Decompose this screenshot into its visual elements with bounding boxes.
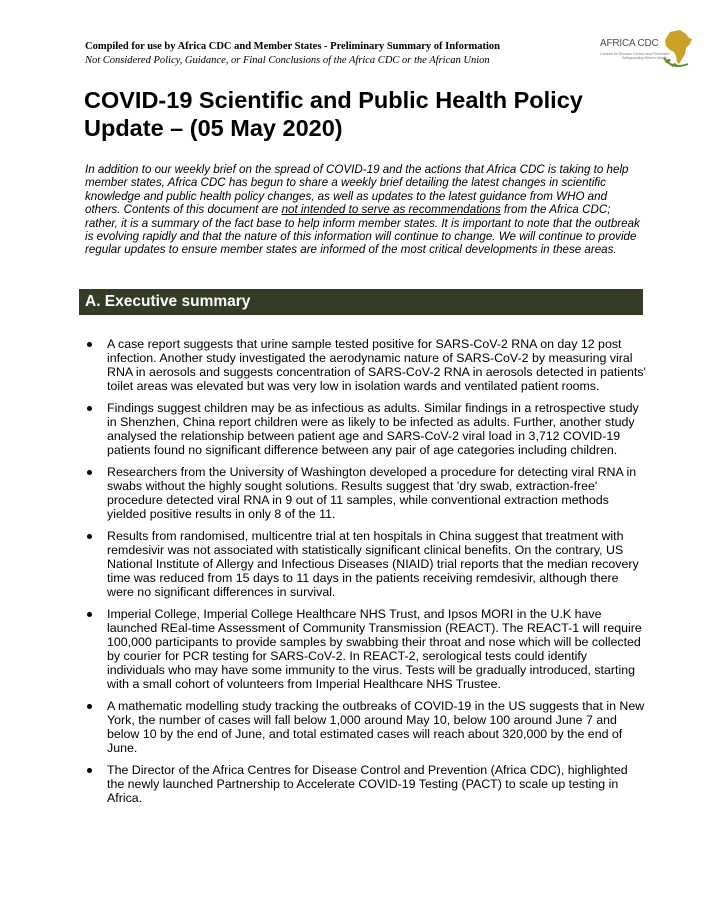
bullet-icon [87,612,92,617]
header-compiled-note: Compiled for use by Africa CDC and Member States - Preliminary Summary of Information [85,41,501,52]
section-title: A. Executive summary [85,293,251,310]
list-item-text: Researchers from the University of Washington developed a procedure for detecting viral RNA in swabs without the highly sought solutions. Results suggest that 'dry swab, extraction-free' procedure detected viral RNA in 9 out of 11 samples, while conventional extraction methods yielded positive results in only 8 of the 11. [107,465,637,521]
africa-map-icon [662,28,696,72]
list-item-text: Findings suggest children may be as infectious as adults. Similar findings in a retrospective study in Shenzhen, China report children were as likely to be infected as adults. Further, another study analysed the relationship between patient age and SARS-CoV-2 viral load in 3,712 COVID-19 patients found no significant difference between any pair of age categories including children. [107,401,639,457]
bullet-icon [87,704,92,709]
africa-cdc-logo [600,28,695,72]
list-item-text: The Director of the Africa Centres for Disease Control and Prevention (Africa CDC), highlighted the newly launched Partnership to Accelerate COVID-19 Testing (PACT) to scale up testing in Africa. [107,763,628,805]
list-item-text: A mathematic modelling study tracking the outbreaks of COVID-19 in the US suggests that in New York, the number of cases will fall below 1,000 around May 10, below 100 around June 7 and below 10 by the end of June, and total estimated cases will reach about 320,000 by the end of June. [107,699,645,755]
list-item-text: Imperial College, Imperial College Healthcare NHS Trust, and Ipsos MORI in the U.K have launched REal-time Assessment of Community Transmission (REACT). The REACT-1 will require 100,000 participants to provide samples by swabbing their throat and nose which will be collected by courier for PCR testing for SARS-CoV-2. In REACT-2, serological tests could identify individuals who may have some immunity to the virus. Tests will be gradually introduced, starting with a small cohort of volunteers from Imperial Healthcare NHS Trustee. [107,607,642,691]
logo-tagline: Safeguarding Africa's Health [622,56,668,60]
intro-paragraph [85,163,645,257]
list-item [85,529,647,599]
logo-text: AFRICA CDC [600,38,659,49]
list-item [85,465,647,521]
page-title: COVID-19 Scientific and Public Health Policy Update – (05 May 2020) [84,87,583,141]
africa-shape [665,30,692,64]
logo-subtitle: Centres for Disease Control and Prevention [600,52,670,56]
intro-text-before: In addition to our weekly brief on the spread of COVID-19 and the actions that Africa CDC is taking to help member states, Africa CDC has begun to share a weekly brief detailing the latest changes in scientific knowledge and public health policy changes, as well as updates to the latest guidance from WHO and others. Contents of this document are [85,163,629,217]
bullet-icon [87,534,92,539]
list-item [85,401,647,457]
list-item-text: A case report suggests that urine sample tested positive for SARS-CoV-2 RNA on day 12 post infection. Another study investigated the aerodynamic nature of SARS-CoV-2 by measuring viral RNA in aerosols and suggests concentration of SARS-CoV-2 RNA in aerosols detected in patients' toilet areas was elevated but was very low in isolation wards and ventilated patient rooms. [107,337,646,393]
section-header-bar [79,289,643,315]
bullet-icon [87,342,92,347]
executive-summary-list [85,337,647,813]
bullet-icon [87,470,92,475]
header-disclaimer: Not Considered Policy, Guidance, or Final Conclusions of the Africa CDC or the African Union [85,55,490,66]
list-item [85,607,647,691]
intro-text-after: from the Africa CDC; rather, it is a summary of the fact base to help inform member states. It is important to note that the outbreak is evolving rapidly and that the nature of this information will continue to change. We will continue to provide regular updates to ensure member states are informed of the most critical developments in these areas. [85,203,640,257]
list-item-text: Results from randomised, multicentre trial at ten hospitals in China suggest that treatment with remdesivir was not associated with statistically significant clinical benefits. On the contrary, US National Institute of Allergy and Infectious Diseases (NIAID) trial reports that the median recovery time was reduced from 15 days to 11 days in the patients receiving remdesivir, although there were no significant differences in survival. [107,529,639,599]
list-item [85,337,647,393]
intro-underlined-text: not intended to serve as recommendations [281,203,501,217]
bullet-icon [87,768,92,773]
bullet-icon [87,406,92,411]
list-item [85,763,647,805]
list-item [85,699,647,755]
